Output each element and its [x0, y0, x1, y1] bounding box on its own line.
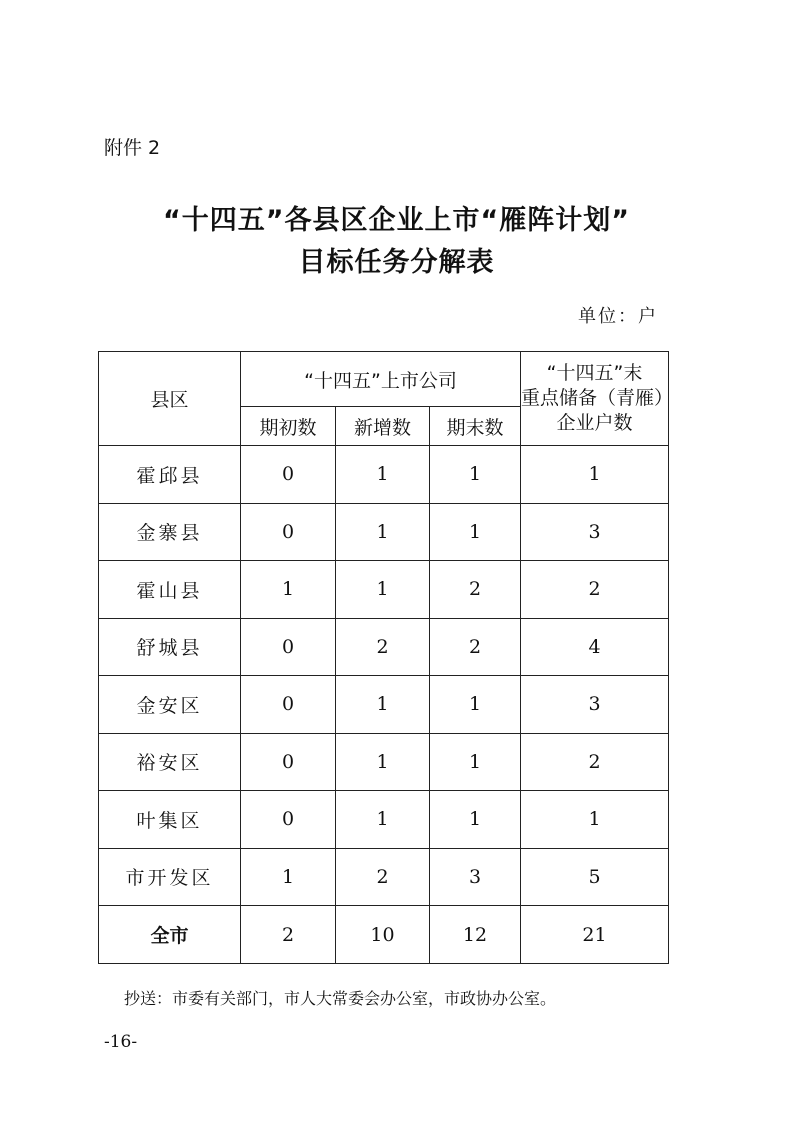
document-title-line-1: “十四五”各县区企业上市“雁阵计划” [163, 205, 630, 236]
header-start-count: 期初数 [241, 407, 336, 446]
table-row [99, 561, 669, 619]
table-body [99, 446, 669, 906]
new-count: 1 [336, 733, 430, 791]
end-count: 1 [430, 676, 521, 734]
total-new-count: 10 [336, 906, 430, 964]
document-title-line-2: 目标任务分解表 [298, 247, 495, 278]
end-count: 2 [430, 618, 521, 676]
start-count: 1 [241, 561, 336, 619]
header-new-count: 新增数 [336, 407, 430, 446]
new-count: 2 [336, 848, 430, 906]
reserve-count: 5 [521, 848, 669, 906]
district-name: 舒城县 [99, 618, 241, 676]
district-name: 霍山县 [99, 561, 241, 619]
new-count: 1 [336, 561, 430, 619]
header-reserve-line-3: 企业户数 [556, 412, 633, 434]
reserve-count: 3 [521, 503, 669, 561]
new-count: 1 [336, 791, 430, 849]
start-count: 0 [241, 733, 336, 791]
header-district: 县区 [99, 352, 241, 446]
district-name: 叶集区 [99, 791, 241, 849]
reserve-count: 4 [521, 618, 669, 676]
reserve-count: 1 [521, 791, 669, 849]
cc-note: 抄送：市委有关部门，市人大常委会办公室，市政协办公室。 [124, 989, 557, 1008]
total-reserve-count: 21 [521, 906, 669, 964]
target-task-table [98, 351, 674, 964]
end-count: 1 [430, 503, 521, 561]
end-count: 1 [430, 733, 521, 791]
header-end-count: 期末数 [430, 407, 521, 446]
table-total-row [99, 906, 669, 964]
new-count: 1 [336, 676, 430, 734]
table-row [99, 676, 669, 734]
total-start-count: 2 [241, 906, 336, 964]
end-count: 3 [430, 848, 521, 906]
start-count: 0 [241, 503, 336, 561]
table-row [99, 503, 669, 561]
district-name: 金寨县 [99, 503, 241, 561]
header-reserve-line-1: “十四五”末 [546, 362, 643, 384]
reserve-count: 1 [521, 446, 669, 504]
start-count: 0 [241, 791, 336, 849]
new-count: 1 [336, 446, 430, 504]
total-end-count: 12 [430, 906, 521, 964]
district-name: 裕安区 [99, 733, 241, 791]
table-row [99, 791, 669, 849]
start-count: 1 [241, 848, 336, 906]
table-row [99, 848, 669, 906]
district-name: 霍邱县 [99, 446, 241, 504]
table-row [99, 618, 669, 676]
start-count: 0 [241, 618, 336, 676]
attachment-label: 附件 2 [104, 137, 161, 159]
end-count: 1 [430, 791, 521, 849]
district-name: 金安区 [99, 676, 241, 734]
unit-label: 单位：户 [578, 306, 658, 327]
total-label: 全市 [99, 906, 241, 964]
reserve-count: 3 [521, 676, 669, 734]
table-row [99, 733, 669, 791]
new-count: 2 [336, 618, 430, 676]
start-count: 0 [241, 676, 336, 734]
end-count: 2 [430, 561, 521, 619]
header-reserve-count [521, 352, 674, 446]
reserve-count: 2 [521, 733, 669, 791]
table-row [99, 446, 669, 504]
header-reserve-line-2: 重点储备（青雁） [521, 387, 674, 409]
district-name: 市开发区 [99, 848, 241, 906]
reserve-count: 2 [521, 561, 669, 619]
table-header-row [99, 352, 669, 407]
new-count: 1 [336, 503, 430, 561]
start-count: 0 [241, 446, 336, 504]
header-listed-companies: “十四五”上市公司 [241, 352, 521, 407]
end-count: 1 [430, 446, 521, 504]
page-number: -16- [104, 1032, 138, 1052]
